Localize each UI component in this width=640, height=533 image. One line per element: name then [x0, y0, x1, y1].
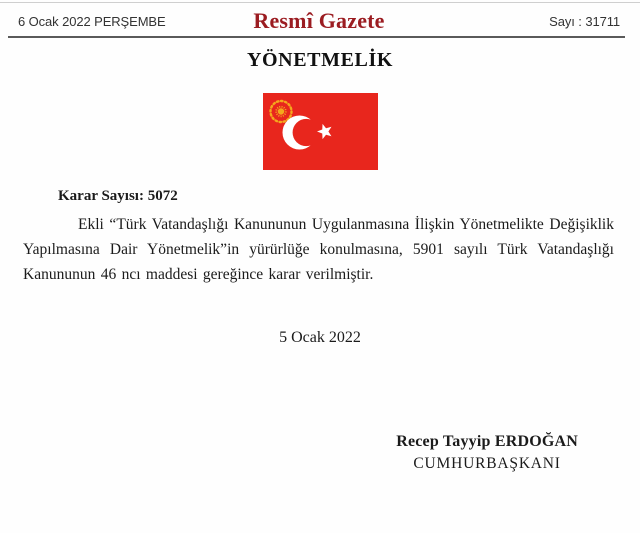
issue-number: Sayı : 31711 [549, 13, 621, 29]
issue-date: 6 Ocak 2022 PERŞEMBE [18, 13, 166, 29]
decree-line: Ekli “Türk Vatandaşlığı Kanununun Uygulanmasına İlişkin Yönetmelikte Değişiklik [78, 216, 614, 233]
signature-block [396, 433, 578, 472]
header-divider-rule [8, 36, 625, 38]
decree-line: Kanununun 46 ncı maddesi gereğince karar verilmiştir. [23, 266, 374, 283]
section-heading: YÖNETMELİK [246, 49, 394, 71]
decision-number: Karar Sayısı: 5072 [58, 188, 178, 204]
signer-name: Recep Tayyip ERDOĞAN [396, 433, 578, 450]
turkish-flag-with-presidential-seal-icon [263, 93, 378, 170]
masthead-title: Resmî Gazete [253, 8, 385, 33]
decree-line: Yapılmasına Dair Yönetmelik”in yürürlüğe konulmasına, 5901 sayılı Türk Vatandaşlığı [23, 241, 614, 258]
decree-date: 5 Ocak 2022 [279, 329, 361, 346]
signer-title: CUMHURBAŞKANI [413, 455, 561, 472]
decree-paragraph [23, 212, 614, 287]
turkish-flag [0, 93, 640, 170]
gazette-header [0, 3, 640, 34]
